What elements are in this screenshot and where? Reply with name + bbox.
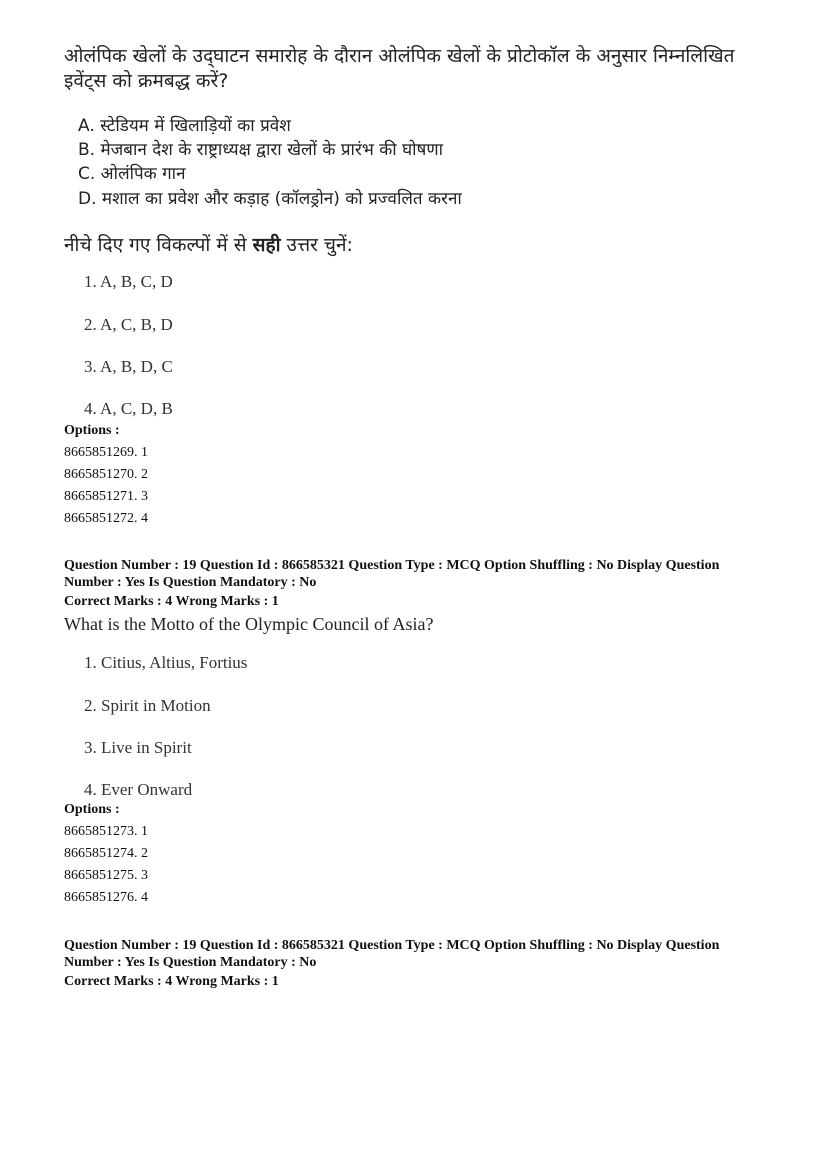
q18-instruction-post: उत्तर चुनें:	[280, 234, 353, 256]
q19-answer-1: 1. Citius, Altius, Fortius	[84, 653, 248, 672]
q18-instruction-pre: नीचे दिए गए विकल्पों में से	[64, 234, 253, 256]
q18-answer-1: 1. A, B, C, D	[84, 272, 173, 291]
q19-option-id-1: 8665851273. 1	[64, 824, 148, 839]
q18-question-line-2: इवेंट्स को क्रमबद्ध करें?	[64, 70, 229, 92]
q18-option-id-3: 8665851271. 3	[64, 489, 148, 504]
q19-answer-2: 2. Spirit in Motion	[84, 696, 211, 715]
q18-question-line-1: ओलंपिक खेलों के उद्‌घाटन समारोह के दौरान ओलंपिक खेलों के प्रोटोकॉल के अनुसार निम्नलिखित	[64, 45, 735, 67]
q18-options-label: Options :	[64, 423, 120, 438]
q19-answer-4: 4. Ever Onward	[84, 780, 193, 799]
q19-question: What is the Motto of the Olympic Council of Asia?	[64, 614, 434, 634]
q18-instruction-bold: सही	[252, 234, 281, 256]
q19-meta: Question Number : 19 Question Id : 866585321 Question Type : MCQ Option Shuffling : No Display Question Number : Yes Is Question Mandatory : No	[64, 558, 720, 590]
q18-statement-a: A. स्टेडियम में खिलाड़ियों का प्रवेश	[78, 116, 291, 136]
q19-marks: Correct Marks : 4 Wrong Marks : 1	[64, 594, 279, 609]
q19-option-id-4: 8665851276. 4	[64, 890, 148, 905]
q19-options-label: Options :	[64, 802, 120, 817]
q18-statement-c: C. ओलंपिक गान	[78, 164, 186, 184]
q19-option-id-3: 8665851275. 3	[64, 868, 148, 883]
q18-answer-3: 3. A, B, D, C	[84, 357, 173, 376]
q18-option-id-2: 8665851270. 2	[64, 467, 148, 482]
q19-answer-3: 3. Live in Spirit	[84, 738, 192, 757]
q18-instruction	[64, 231, 353, 257]
q18-option-id-1: 8665851269. 1	[64, 445, 148, 460]
q18-statement-b: B. मेजबान देश के राष्ट्राध्यक्ष द्वारा खेलों के प्रारंभ की घोषणा	[78, 140, 444, 160]
q18-answer-2: 2. A, C, B, D	[84, 315, 173, 334]
q19-repeat-meta: Question Number : 19 Question Id : 866585321 Question Type : MCQ Option Shuffling : No Display Question Number : Yes Is Question Mandatory : No	[64, 938, 720, 970]
q18-option-id-4: 8665851272. 4	[64, 511, 148, 526]
q19-repeat-marks: Correct Marks : 4 Wrong Marks : 1	[64, 974, 279, 989]
q18-answer-4: 4. A, C, D, B	[84, 399, 173, 418]
q19-option-id-2: 8665851274. 2	[64, 846, 148, 861]
q18-statement-d: D. मशाल का प्रवेश और कड़ाह (कॉलड्रोन) को प्रज्वलित करना	[78, 189, 462, 209]
